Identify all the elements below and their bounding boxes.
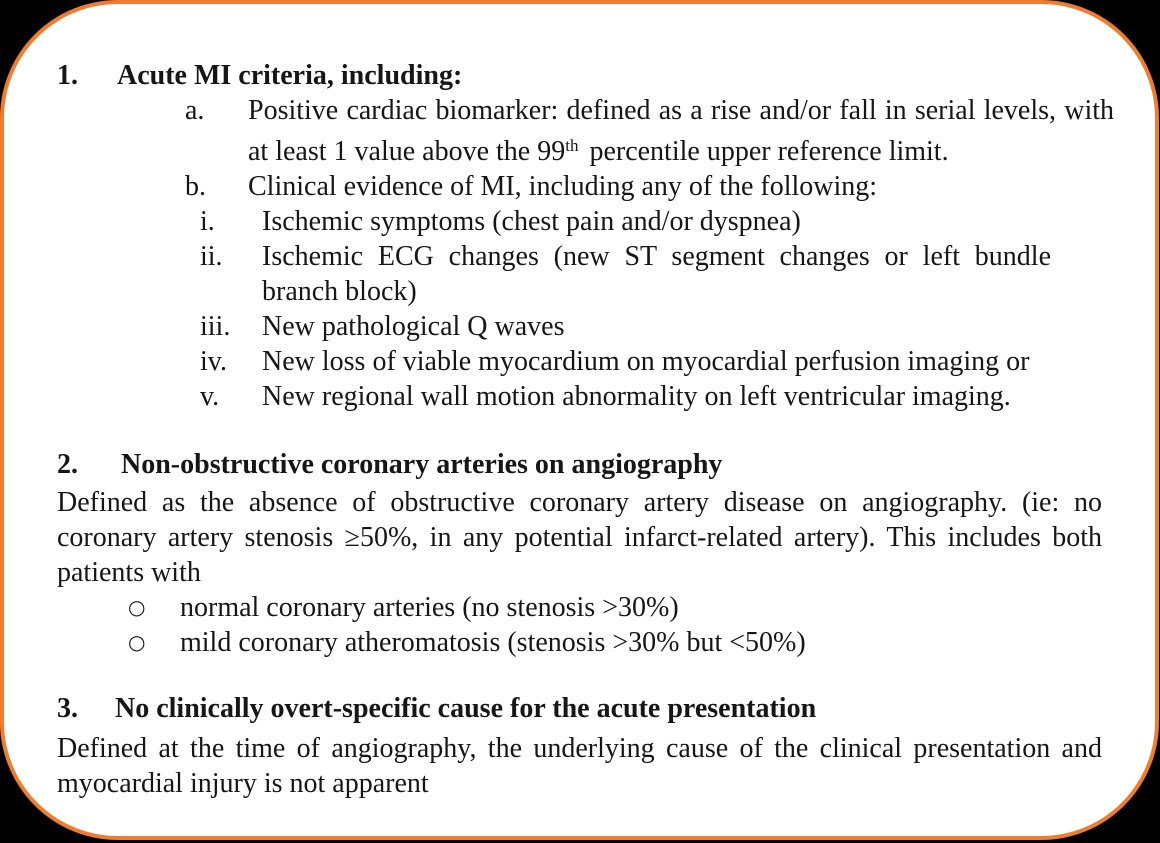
list-item-roman-i-marker: i. [200, 206, 215, 237]
section-2-title: Non-obstructive coronary arteries on angiography [121, 449, 723, 480]
list-item-roman-iii-text: New pathological Q waves [262, 311, 565, 342]
list-item-b-text: Clinical evidence of MI, including any of the following: [248, 171, 878, 202]
list-item-roman-ii-marker: ii. [200, 241, 223, 272]
item-a-text-after-superscript: percentile upper reference limit. [589, 136, 949, 167]
list-item-roman-iv-text: New loss of viable myocardium on myocardial perfusion imaging or [262, 346, 1030, 377]
list-item-roman-v-text: New regional wall motion abnormality on left ventricular imaging. [262, 381, 1011, 412]
item-a-text-before-superscript: Positive cardiac biomarker: defined as a rise and/or fall in serial levels, with at least 1 value above the 99 [248, 95, 1114, 167]
list-item-a-text [248, 93, 1114, 169]
list-item-roman-v-marker: v. [200, 381, 220, 412]
circle-bullet-icon: ○ [128, 595, 146, 619]
section-3-header [57, 691, 1102, 726]
item-a-superscript: th [565, 136, 579, 155]
list-item-roman-iii-marker: iii. [200, 311, 231, 342]
list-item-a-marker: a. [185, 95, 205, 126]
section-1-header [57, 58, 1102, 93]
list-item-roman-ii-text: Ischemic ECG changes (new ST segment changes or left bundle branch block) [262, 241, 1051, 307]
list-item-roman-ii [200, 239, 1051, 309]
list-item-b-marker: b. [185, 171, 206, 202]
section-non-obstructive-arteries [57, 447, 1102, 660]
section-2-number: 2. [57, 449, 78, 480]
section-no-overt-cause [57, 691, 1102, 801]
section-3-title: No clinically overt-specific cause for the acute presentation [115, 693, 817, 724]
list-item-roman-i-text: Ischemic symptoms (chest pain and/or dyspnea) [262, 206, 801, 237]
bullet-item-normal-arteries [128, 590, 1102, 625]
section-2-header [57, 447, 1102, 482]
list-item-roman-iv [200, 344, 1051, 379]
list-item-roman-v [200, 379, 1051, 414]
bullet-item-mild-atheromatosis [128, 625, 1102, 660]
list-item-b [185, 169, 1114, 204]
list-item-roman-iii [200, 309, 1051, 344]
section-1-number: 1. [57, 60, 78, 91]
bullet-item-mild-atheromatosis-text: mild coronary atheromatosis (stenosis >30% but <50%) [180, 627, 806, 658]
list-item-roman-iv-marker: iv. [200, 346, 227, 377]
circle-bullet-icon: ○ [128, 630, 146, 654]
section-3-paragraph: Defined at the time of angiography, the underlying cause of the clinical presentation and myocardial injury is not apparent [57, 733, 1102, 799]
list-item-roman-i [200, 204, 1051, 239]
section-2-paragraph: Defined as the absence of obstructive coronary artery disease on angiography. (ie: no coronary artery stenosis ≥50%, in any potential infarct-related artery). This includes both patients with [57, 487, 1102, 588]
section-acute-mi-criteria [57, 58, 1114, 414]
bullet-item-normal-arteries-text: normal coronary arteries (no stenosis >30%) [180, 592, 679, 623]
section-3-number: 3. [57, 693, 78, 724]
list-item-a [185, 93, 1114, 169]
section-1-title: Acute MI criteria, including: [117, 60, 463, 91]
